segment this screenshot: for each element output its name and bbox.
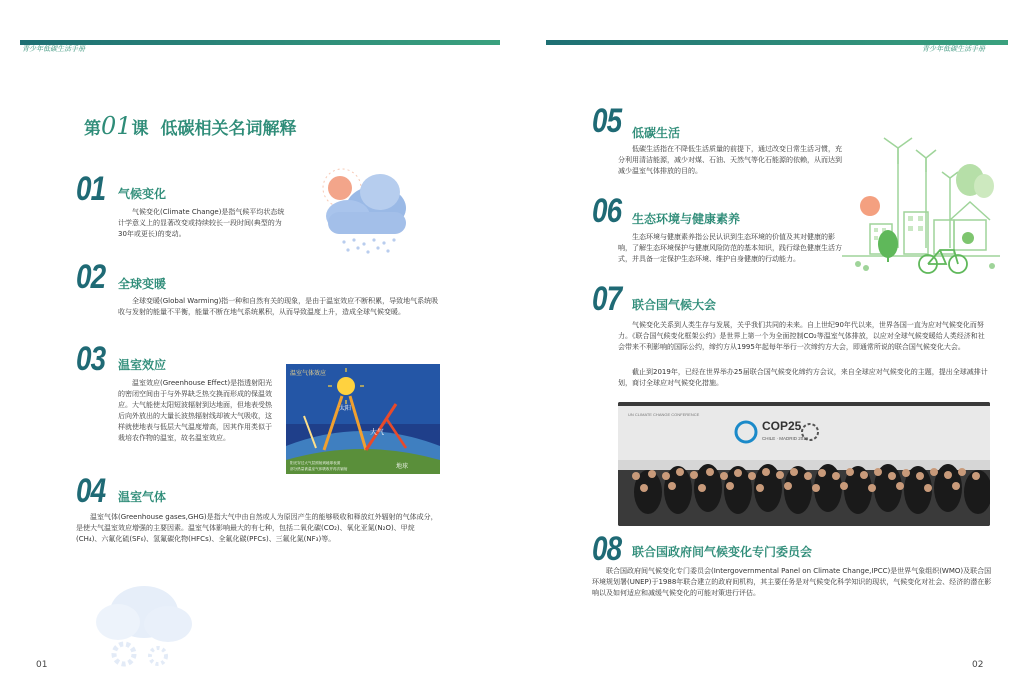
header-title-left: 青少年低碳生活手册 [22,45,85,53]
lesson-suffix: 课 [131,119,149,139]
section-text-eco-health: 生态环境与健康素养指公民认识到生态环境的价值及其对健康的影响，了解生态环境保护与健康风险防范的基本知识，践行绿色健康生活方式，并具备一定保护生态环境、维护自身健康的行动能力。 [618,233,842,263]
cop25-group-photo [618,402,990,526]
section-text-global-warming: 全球变暖(Global Warming)指一种和自然有关的现象，是由于温室效应不断积累，导致地气系统吸收与发射的能量不平衡，能量不断在地气系统累积，从而导致温度上升，造成全球气候变暖。 [118,297,439,316]
section-number-01: 01 [76,170,106,208]
diagram-atmosphere-label: 大气 [370,428,384,436]
photo-banner-sub: CHILE · MADRID 2019 [762,436,809,441]
section-title-global-warming: 全球变暖 [118,277,167,291]
diagram-title: 温室气体效应 [290,370,327,377]
eco-city-illustration [842,128,1000,278]
decorative-cloud-gear-icon [84,570,204,670]
page-number-left: 01 [36,660,48,670]
section-number-05: 05 [592,102,622,140]
section-text-ipcc: 联合国政府间气候变化专门委员会(Intergovernmental Panel on Climate Change,IPCC)是世界气象组织(WMO)及联合国环境规划署(UNEP)于1988年联合建立的政府间机构，其主要任务是对气候变化科学知识的现状，气候变化对社会、经济的潜在影响以及如何适应和减缓气候变化的可能对策进行评估。 [592,567,992,597]
diagram-sun-label: 太阳 [339,405,352,412]
section-number-08: 08 [592,530,622,568]
header-title-right: 青少年低碳生活手册 [922,45,985,53]
lesson-number: 01 [101,112,132,140]
section-text-un-climate-conference: 气候变化关系到人类生存与发展，关乎我们共同的未来。自上世纪90年代以来，世界各国一直为应对气候变化而努力。《联合国气候变化框架公约》是世界上第一个为全面控制CO₂等温室气体排放，以应对全球气候变暖给人类经济和社会带来不利影响的国际公约，缔约方从1995年起每年举行一次缔约方大会，即通常所说的联合国气候变化大会。 [618,321,985,351]
section-title-climate-change: 气候变化 [118,187,167,201]
section-number-04: 04 [76,472,106,510]
lesson-prefix: 第 [84,119,101,139]
lesson-title [84,112,296,140]
section-text-greenhouse-gases: 温室气体(Greenhouse gases,GHG)是指大气中由自然或人为原因产生的能够吸收和释放红外辐射的气体成分，是使大气温室效应增强的主要因素。温室气体影响最大的有七种，包括二氧化碳(CO₂)、氧化亚氮(N₂O)、甲烷(CH₄)、六氟化硫(SF₆)、氢氟碳化物(HFCs)、全氟化碳(PFCs)、三氟化氮(NF₃)等。 [76,513,438,543]
section-number-03: 03 [76,340,106,378]
diagram-earth-label: 地球 [396,463,409,470]
section-number-06: 06 [592,192,622,230]
section-text-low-carbon-life: 低碳生活指在不降低生活质量的前提下，通过改变日常生活习惯，充分利用清洁能源，减少对煤、石油、天然气等化石能源的依赖，从而达到减少温室气体排放的目的。 [618,145,842,175]
section-number-07: 07 [592,280,622,318]
section-text-climate-change: 气候变化(Climate Change)是指气候平均状态统计学意义上的显著改变或持续较长一段时间(典型的为30年或更长)的变动。 [118,208,285,238]
right-page [512,0,1024,700]
photo-banner-title: COP25 [762,419,802,433]
diagram-legend-2: 部分热量被温室气体吸收并再次辐射 [290,467,348,471]
section-title-eco-health: 生态环境与健康素养 [632,212,741,226]
section-text-un-climate-conference-2: 截止到2019年，已经在世界举办25届联合国气候变化缔约方会议，来自全球应对气候变化的主题，提出全球减排计划，商讨全球应对气候变化措施。 [618,368,988,387]
page-number-right: 02 [972,660,984,670]
section-title-un-climate-conference: 联合国气候大会 [632,298,717,312]
sun-cloud-rain-icon [318,168,418,258]
section-title-greenhouse-effect: 温室效应 [118,358,167,372]
diagram-legend-1: 阳光穿过大气层照射到地球表面 [290,461,341,465]
lesson-heading: 低碳相关名词解释 [160,119,297,139]
photo-un-text: UN CLIMATE CHANGE CONFERENCE [628,412,700,417]
section-title-ipcc: 联合国政府间气候变化专门委员会 [632,545,813,559]
section-title-low-carbon-life: 低碳生活 [632,126,681,140]
section-number-02: 02 [76,258,106,296]
header-bar-left [20,40,500,45]
greenhouse-effect-diagram [286,364,440,474]
section-text-greenhouse-effect: 温室效应(Greenhouse Effect)是指透射阳光的密闭空间由于与外界缺乏热交换而形成的保温效应。大气能使太阳短波辐射到达地面，但地表受热后向外放出的大量长波热辐射线却被大气吸收，这样就使地表与低层大气温度增高，因其作用类似于栽培农作物的温室，故名温室效应。 [118,379,273,442]
cop25-photo-scene [618,402,990,526]
section-title-greenhouse-gases: 温室气体 [118,490,167,504]
